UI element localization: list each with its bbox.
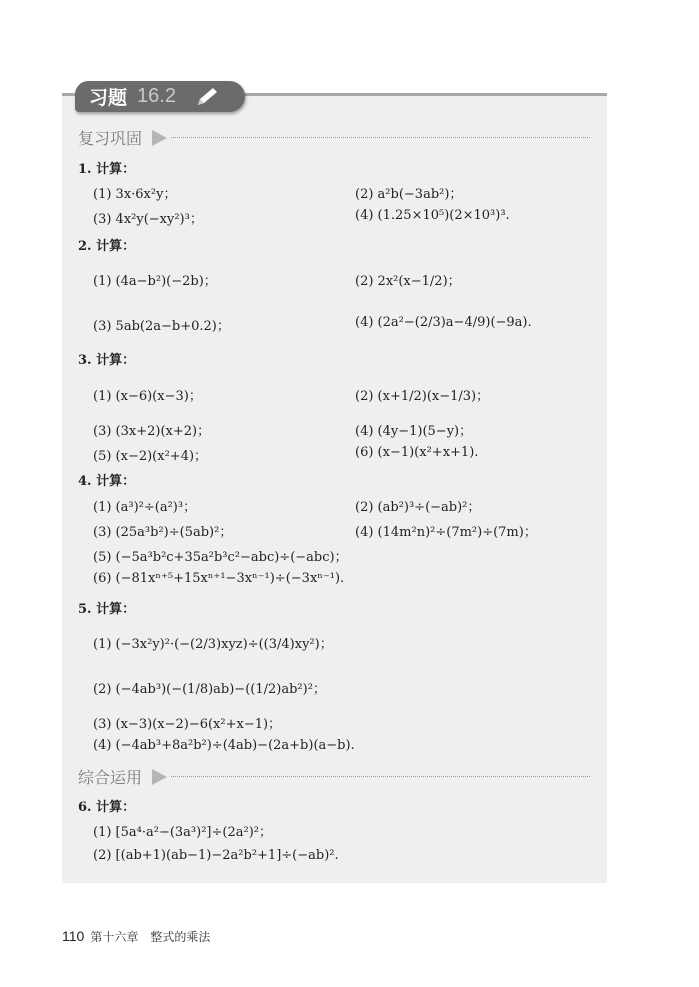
item: (2) [(ab+1)(ab−1)−2a²b²+1]÷(−ab)². [93,848,339,863]
question-4: 4. 计算： [78,474,136,489]
item: (4) (14m²n)²÷(7m²)÷(7m)； [355,525,537,540]
question-5: 5. 计算： [78,602,136,617]
item: (6) (−81xⁿ⁺⁵+15xⁿ⁺¹−3xⁿ⁻¹)÷(−3xⁿ⁻¹). [93,571,345,586]
exercise-number: 16.2 [137,85,176,107]
section-apply [78,765,590,788]
item: (1) (−3x²y)²·(−(2/3)xyz)÷((3/4)xy²)； [93,637,333,652]
item: (2) 2x²(x−1/2)； [355,274,461,289]
question-6: 6. 计算： [78,800,136,815]
item: (4) (2a²−(2/3)a−4/9)(−9a). [355,315,532,330]
divider [171,137,590,138]
chapter-title: 第十六章 整式的乘法 [90,930,211,944]
item: (3) (x−3)(x−2)−6(x²+x−1)； [93,717,282,732]
item: (6) (x−1)(x²+x+1). [355,445,479,460]
item: (5) (−5a³b²c+35a²b³c²−abc)÷(−abc)； [93,550,348,565]
item: (4) (4y−1)(5−y)； [355,424,473,439]
item: (2) (x+1/2)(x−1/3)； [355,389,490,404]
question-1: 1. 计算： [78,162,136,177]
section-title: 复习巩固 [78,129,143,148]
exercise-header [75,81,245,112]
item: (1) (a³)²÷(a²)³； [93,500,197,515]
question-2: 2. 计算： [78,239,136,254]
item: (1) [5a⁴·a²−(3a³)²]÷(2a²)²； [93,825,272,840]
item: (1) (x−6)(x−3)； [93,389,202,404]
section-review [78,126,590,149]
item: (4) (1.25×10⁵)(2×10³)³. [355,208,510,223]
pencil-icon [194,86,220,108]
item: (3) (25a³b²)÷(5ab)²； [93,525,233,540]
item: (2) (ab²)³÷(−ab)²； [355,500,481,515]
item: (3) (3x+2)(x+2)； [93,424,211,439]
item: (2) (−4ab³)(−(1/8)ab)−((1/2)ab²)²； [93,682,326,697]
item: (3) 5ab(2a−b+0.2)； [93,319,230,334]
page-footer [62,928,210,945]
arrow-icon [152,769,167,785]
item: (3) 4x²y(−xy²)³； [93,212,203,227]
page-number: 110 [62,928,85,944]
exercise-label: 习题 [89,87,128,109]
section-title: 综合运用 [78,768,143,787]
question-3: 3. 计算： [78,353,136,368]
item: (5) (x−2)(x²+4)； [93,449,208,464]
item: (2) a²b(−3ab²)； [355,187,463,202]
item: (1) (4a−b²)(−2b)； [93,274,217,289]
arrow-icon [152,130,167,146]
divider [171,776,590,777]
item: (1) 3x·6x²y； [93,187,177,202]
item: (4) (−4ab³+8a²b²)÷(4ab)−(2a+b)(a−b). [93,738,355,753]
